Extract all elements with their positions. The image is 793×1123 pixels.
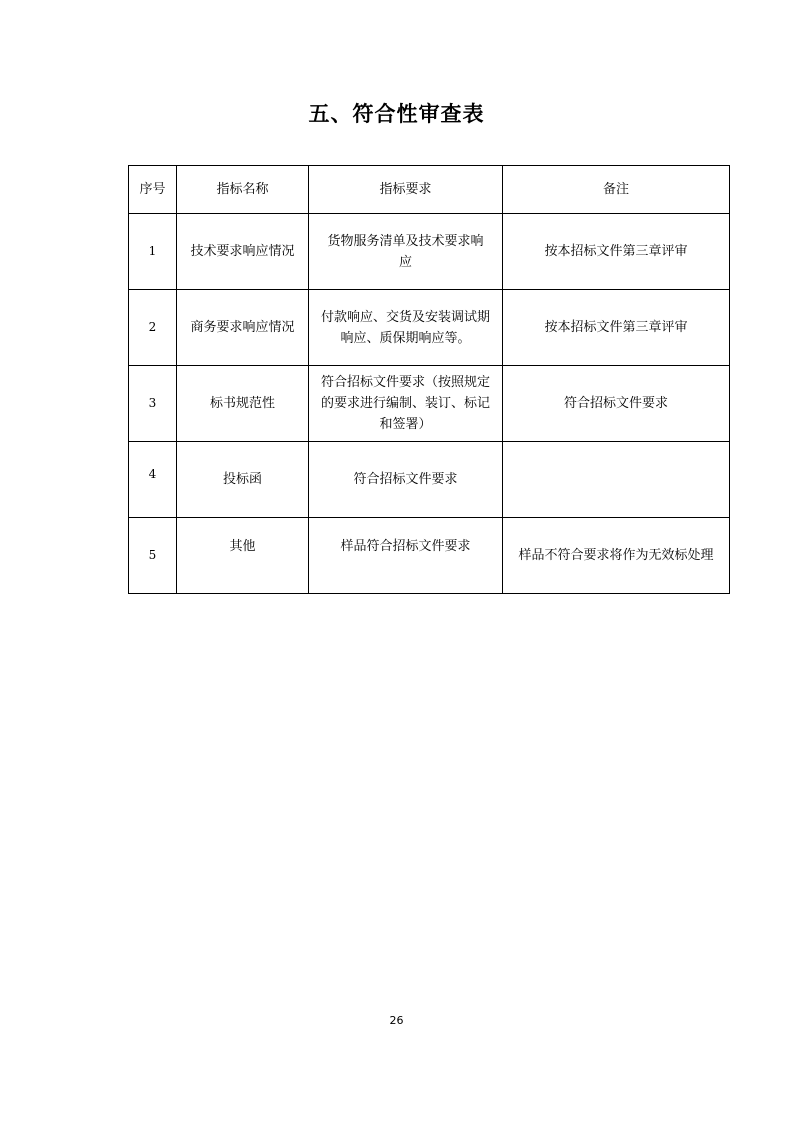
row-requirement: 符合招标文件要求 [309,442,503,518]
row-note [503,442,730,518]
table-row [129,366,730,442]
row-number: 5 [129,518,177,594]
row-note: 按本招标文件第三章评审 [503,290,730,366]
header-indicator-name: 指标名称 [177,166,309,214]
table-row [129,518,730,594]
row-number: 1 [129,214,177,290]
row-requirement: 符合招标文件要求（按照规定的要求进行编制、装订、标记和签署） [309,366,503,442]
table-header-row [129,166,730,214]
row-requirement: 付款响应、交货及安装调试期响应、质保期响应等。 [309,290,503,366]
table-row [129,290,730,366]
row-note: 按本招标文件第三章评审 [503,214,730,290]
row-number: 4 [129,442,177,518]
row-requirement: 货物服务清单及技术要求响应 [309,214,503,290]
row-requirement: 样品符合招标文件要求 [309,518,503,594]
row-indicator-name: 商务要求响应情况 [177,290,309,366]
table-row [129,442,730,518]
row-note: 样品不符合要求将作为无效标处理 [503,518,730,594]
page-number: 26 [389,1014,404,1027]
compliance-review-table [128,165,730,594]
row-number: 2 [129,290,177,366]
row-indicator-name: 投标函 [177,442,309,518]
row-note: 符合招标文件要求 [503,366,730,442]
page-title: 五、符合性审查表 [308,102,485,126]
header-remarks: 备注 [503,166,730,214]
table-row [129,214,730,290]
row-indicator-name: 标书规范性 [177,366,309,442]
header-serial-number: 序号 [129,166,177,214]
row-indicator-name: 其他 [177,518,309,594]
row-indicator-name: 技术要求响应情况 [177,214,309,290]
row-number: 3 [129,366,177,442]
header-indicator-requirement: 指标要求 [309,166,503,214]
